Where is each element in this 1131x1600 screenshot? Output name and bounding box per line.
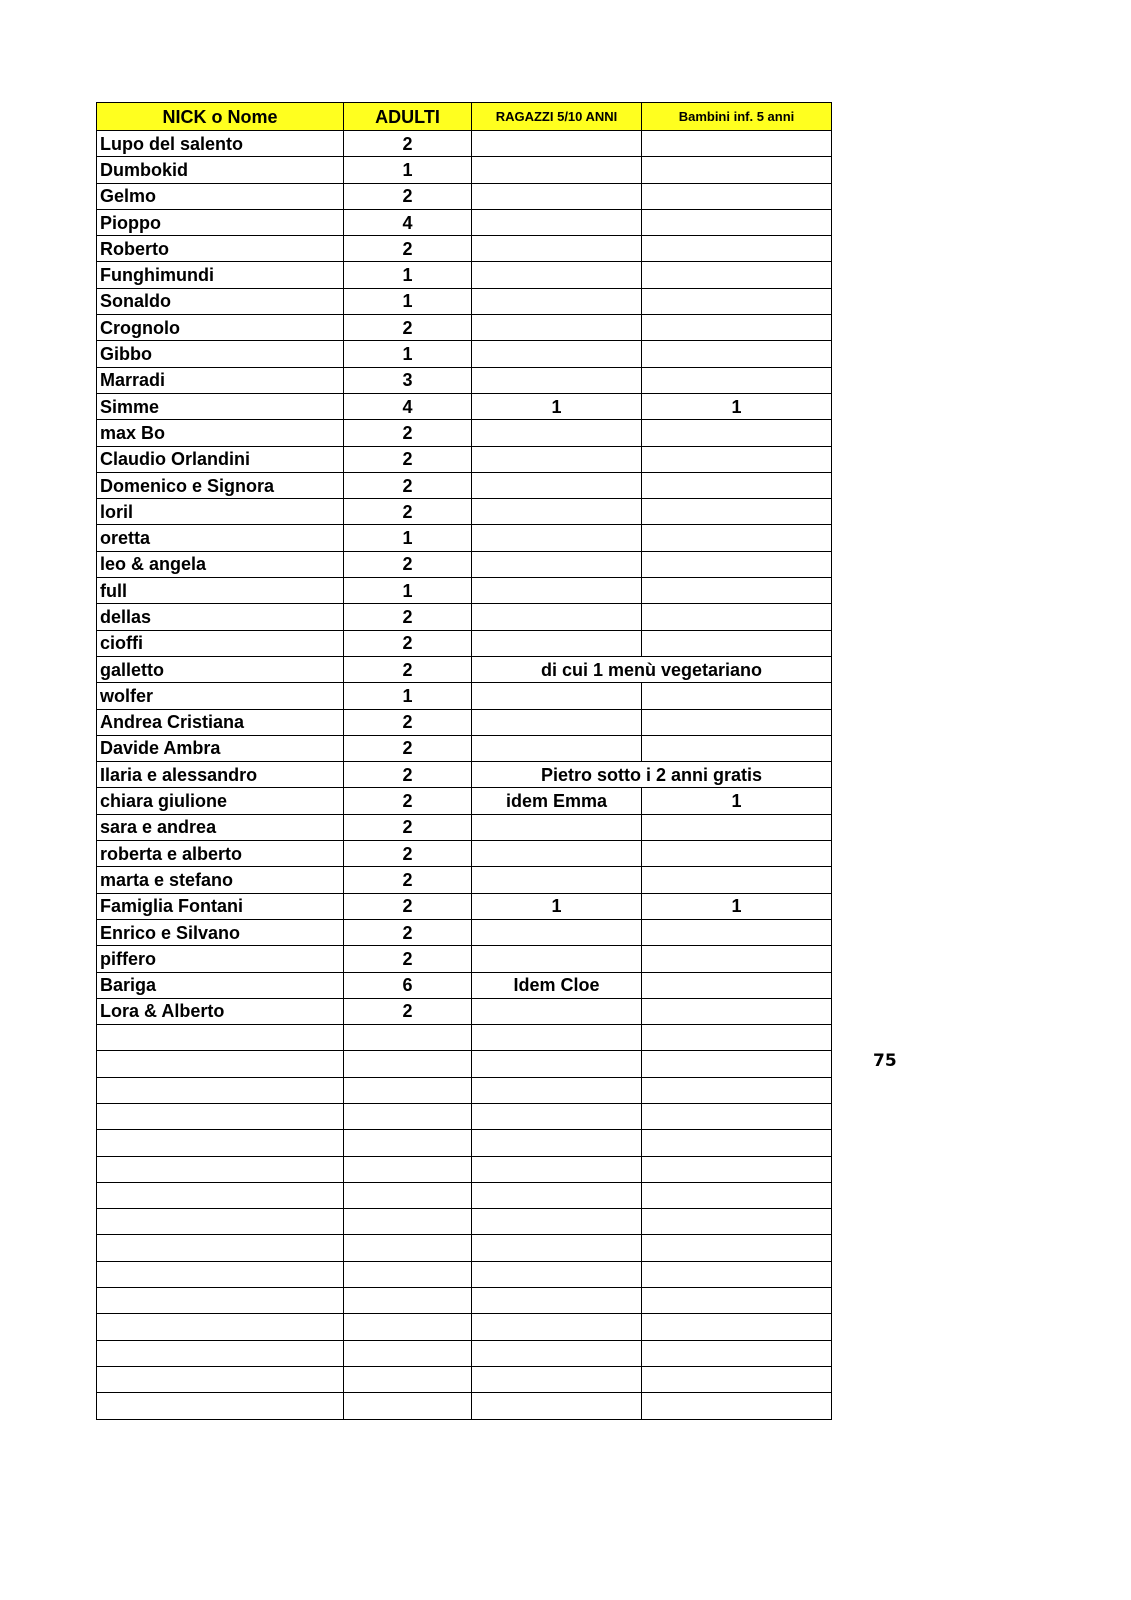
cell-ragazzi	[472, 1288, 642, 1314]
cell-name: oretta	[97, 525, 344, 551]
cell-name: Sonaldo	[97, 288, 344, 314]
cell-adulti: 2	[344, 630, 472, 656]
cell-name	[97, 1077, 344, 1103]
cell-bambini	[642, 262, 832, 288]
cell-bambini	[642, 1051, 832, 1077]
cell-name	[97, 1130, 344, 1156]
cell-ragazzi: 1	[472, 893, 642, 919]
cell-adulti: 2	[344, 814, 472, 840]
cell-name: Funghimundi	[97, 262, 344, 288]
cell-adulti: 2	[344, 841, 472, 867]
cell-name: dellas	[97, 604, 344, 630]
cell-adulti	[344, 1209, 472, 1235]
cell-bambini	[642, 183, 832, 209]
cell-bambini	[642, 157, 832, 183]
table-row	[97, 341, 832, 367]
cell-adulti: 1	[344, 683, 472, 709]
table-row	[97, 919, 832, 945]
cell-bambini	[642, 472, 832, 498]
header-row	[97, 103, 832, 131]
cell-ragazzi	[472, 1077, 642, 1103]
table-row	[97, 157, 832, 183]
cell-name	[97, 1156, 344, 1182]
cell-adulti: 2	[344, 867, 472, 893]
cell-adulti: 2	[344, 762, 472, 788]
table-row	[97, 841, 832, 867]
cell-adulti: 2	[344, 499, 472, 525]
cell-bambini	[642, 867, 832, 893]
cell-name	[97, 1340, 344, 1366]
cell-name: sara e andrea	[97, 814, 344, 840]
cell-bambini	[642, 1209, 832, 1235]
cell-adulti	[344, 1261, 472, 1287]
table-row	[97, 788, 832, 814]
cell-ragazzi	[472, 919, 642, 945]
cell-ragazzi	[472, 1103, 642, 1129]
cell-ragazzi	[472, 525, 642, 551]
table-row	[97, 1051, 832, 1077]
cell-note: Pietro sotto i 2 anni gratis	[472, 762, 832, 788]
cell-ragazzi	[472, 1366, 642, 1392]
cell-bambini	[642, 1182, 832, 1208]
table-row	[97, 709, 832, 735]
cell-bambini	[642, 683, 832, 709]
cell-name: Simme	[97, 393, 344, 419]
table-row	[97, 288, 832, 314]
cell-bambini	[642, 341, 832, 367]
cell-adulti	[344, 1366, 472, 1392]
cell-name	[97, 1393, 344, 1419]
cell-ragazzi	[472, 315, 642, 341]
cell-bambini	[642, 209, 832, 235]
cell-adulti: 2	[344, 998, 472, 1024]
cell-bambini	[642, 919, 832, 945]
table-row	[97, 578, 832, 604]
cell-bambini	[642, 998, 832, 1024]
cell-bambini	[642, 525, 832, 551]
table-row	[97, 1077, 832, 1103]
table-body	[97, 131, 832, 1420]
cell-adulti	[344, 1288, 472, 1314]
cell-name: piffero	[97, 946, 344, 972]
cell-ragazzi	[472, 157, 642, 183]
table-row	[97, 446, 832, 472]
cell-ragazzi	[472, 1130, 642, 1156]
cell-ragazzi	[472, 499, 642, 525]
cell-ragazzi	[472, 1235, 642, 1261]
table-row	[97, 367, 832, 393]
cell-adulti: 2	[344, 919, 472, 945]
cell-adulti: 4	[344, 209, 472, 235]
cell-ragazzi	[472, 209, 642, 235]
cell-bambini	[642, 499, 832, 525]
header-bambini: Bambini inf. 5 anni	[642, 103, 832, 131]
cell-name: Marradi	[97, 367, 344, 393]
cell-bambini: 1	[642, 393, 832, 419]
cell-ragazzi	[472, 1156, 642, 1182]
cell-bambini	[642, 1103, 832, 1129]
cell-ragazzi	[472, 578, 642, 604]
table-row	[97, 262, 832, 288]
cell-name: roberta e alberto	[97, 841, 344, 867]
cell-adulti: 2	[344, 604, 472, 630]
cell-adulti: 2	[344, 420, 472, 446]
cell-name	[97, 1051, 344, 1077]
table-row	[97, 1156, 832, 1182]
cell-bambini	[642, 604, 832, 630]
cell-ragazzi	[472, 262, 642, 288]
cell-ragazzi	[472, 341, 642, 367]
table-row	[97, 525, 832, 551]
cell-name: max Bo	[97, 420, 344, 446]
table-row	[97, 551, 832, 577]
table-row	[97, 814, 832, 840]
table-row	[97, 1209, 832, 1235]
cell-name: Famiglia Fontani	[97, 893, 344, 919]
table-row	[97, 499, 832, 525]
cell-adulti	[344, 1182, 472, 1208]
table-row	[97, 1261, 832, 1287]
cell-adulti	[344, 1314, 472, 1340]
cell-adulti: 6	[344, 972, 472, 998]
cell-ragazzi	[472, 946, 642, 972]
table-row	[97, 1288, 832, 1314]
cell-adulti: 1	[344, 525, 472, 551]
cell-name: full	[97, 578, 344, 604]
header-name: NICK o Nome	[97, 103, 344, 131]
cell-adulti	[344, 1235, 472, 1261]
cell-bambini	[642, 367, 832, 393]
cell-bambini	[642, 420, 832, 446]
table-row	[97, 393, 832, 419]
cell-bambini	[642, 551, 832, 577]
cell-bambini	[642, 315, 832, 341]
cell-ragazzi	[472, 183, 642, 209]
cell-ragazzi	[472, 131, 642, 157]
cell-ragazzi	[472, 1393, 642, 1419]
cell-bambini	[642, 1235, 832, 1261]
cell-ragazzi	[472, 709, 642, 735]
cell-adulti	[344, 1103, 472, 1129]
cell-name	[97, 1209, 344, 1235]
cell-ragazzi: 1	[472, 393, 642, 419]
cell-ragazzi	[472, 367, 642, 393]
cell-bambini	[642, 1393, 832, 1419]
cell-name: Pioppo	[97, 209, 344, 235]
cell-adulti: 2	[344, 735, 472, 761]
cell-name: marta e stefano	[97, 867, 344, 893]
cell-ragazzi	[472, 683, 642, 709]
cell-name: chiara giulione	[97, 788, 344, 814]
cell-name: Claudio Orlandini	[97, 446, 344, 472]
table-row	[97, 236, 832, 262]
table-row	[97, 946, 832, 972]
cell-ragazzi	[472, 630, 642, 656]
cell-ragazzi	[472, 551, 642, 577]
cell-bambini	[642, 1366, 832, 1392]
header-adulti: ADULTI	[344, 103, 472, 131]
cell-bambini	[642, 1261, 832, 1287]
cell-name	[97, 1025, 344, 1051]
table-row	[97, 683, 832, 709]
cell-adulti: 2	[344, 183, 472, 209]
cell-name: Lupo del salento	[97, 131, 344, 157]
cell-ragazzi	[472, 1209, 642, 1235]
table-row	[97, 1182, 832, 1208]
cell-ragazzi	[472, 735, 642, 761]
cell-adulti: 1	[344, 288, 472, 314]
cell-ragazzi	[472, 446, 642, 472]
cell-name	[97, 1261, 344, 1287]
cell-bambini	[642, 578, 832, 604]
cell-ragazzi: idem Emma	[472, 788, 642, 814]
cell-ragazzi	[472, 1261, 642, 1287]
cell-adulti	[344, 1393, 472, 1419]
cell-bambini	[642, 446, 832, 472]
table-row	[97, 1130, 832, 1156]
cell-name	[97, 1235, 344, 1261]
cell-bambini	[642, 288, 832, 314]
cell-ragazzi	[472, 867, 642, 893]
table-row	[97, 867, 832, 893]
cell-ragazzi	[472, 420, 642, 446]
cell-bambini: 1	[642, 788, 832, 814]
table-header	[97, 103, 832, 131]
cell-ragazzi	[472, 1051, 642, 1077]
cell-bambini	[642, 814, 832, 840]
cell-name: Roberto	[97, 236, 344, 262]
cell-adulti: 1	[344, 578, 472, 604]
cell-name: wolfer	[97, 683, 344, 709]
cell-ragazzi	[472, 841, 642, 867]
cell-ragazzi: Idem Cloe	[472, 972, 642, 998]
cell-adulti	[344, 1051, 472, 1077]
cell-adulti	[344, 1130, 472, 1156]
table-row	[97, 604, 832, 630]
cell-name: Davide Ambra	[97, 735, 344, 761]
cell-adulti: 2	[344, 236, 472, 262]
table-row	[97, 1340, 832, 1366]
table-row	[97, 472, 832, 498]
table-row	[97, 1314, 832, 1340]
cell-bambini	[642, 1077, 832, 1103]
table-row	[97, 1366, 832, 1392]
cell-bambini	[642, 1130, 832, 1156]
table-row	[97, 1235, 832, 1261]
cell-adulti: 2	[344, 446, 472, 472]
cell-ragazzi	[472, 1182, 642, 1208]
cell-bambini	[642, 1025, 832, 1051]
cell-ragazzi	[472, 472, 642, 498]
cell-bambini	[642, 735, 832, 761]
cell-adulti: 1	[344, 157, 472, 183]
cell-ragazzi	[472, 236, 642, 262]
cell-note: di cui 1 menù vegetariano	[472, 656, 832, 682]
cell-name: Gelmo	[97, 183, 344, 209]
cell-bambini	[642, 1314, 832, 1340]
cell-name: galletto	[97, 656, 344, 682]
cell-bambini	[642, 236, 832, 262]
table-row	[97, 1393, 832, 1419]
table-row	[97, 420, 832, 446]
cell-adulti	[344, 1025, 472, 1051]
cell-name: loril	[97, 499, 344, 525]
cell-name: Ilaria e alessandro	[97, 762, 344, 788]
cell-name: Lora & Alberto	[97, 998, 344, 1024]
cell-ragazzi	[472, 814, 642, 840]
cell-adulti: 2	[344, 131, 472, 157]
cell-ragazzi	[472, 998, 642, 1024]
total-count: 75	[873, 1051, 897, 1071]
cell-name: Andrea Cristiana	[97, 709, 344, 735]
cell-adulti: 2	[344, 472, 472, 498]
table-row	[97, 315, 832, 341]
cell-name	[97, 1182, 344, 1208]
cell-adulti: 2	[344, 315, 472, 341]
cell-adulti: 2	[344, 551, 472, 577]
table-row	[97, 183, 832, 209]
cell-ragazzi	[472, 1314, 642, 1340]
cell-name	[97, 1314, 344, 1340]
cell-name: Bariga	[97, 972, 344, 998]
participants-table	[96, 102, 832, 1420]
cell-adulti: 2	[344, 946, 472, 972]
table-row	[97, 209, 832, 235]
table-row	[97, 762, 832, 788]
table-row	[97, 735, 832, 761]
cell-bambini: 1	[642, 893, 832, 919]
cell-adulti: 1	[344, 262, 472, 288]
cell-ragazzi	[472, 604, 642, 630]
header-ragazzi: RAGAZZI 5/10 ANNI	[472, 103, 642, 131]
cell-bambini	[642, 709, 832, 735]
cell-name	[97, 1103, 344, 1129]
cell-bambini	[642, 972, 832, 998]
table-row	[97, 893, 832, 919]
cell-adulti: 2	[344, 709, 472, 735]
cell-name: Dumbokid	[97, 157, 344, 183]
cell-ragazzi	[472, 288, 642, 314]
cell-name: Crognolo	[97, 315, 344, 341]
cell-adulti	[344, 1077, 472, 1103]
cell-name: Enrico e Silvano	[97, 919, 344, 945]
table-row	[97, 656, 832, 682]
cell-name	[97, 1288, 344, 1314]
cell-name: Domenico e Signora	[97, 472, 344, 498]
table-row	[97, 998, 832, 1024]
cell-ragazzi	[472, 1025, 642, 1051]
table-row	[97, 131, 832, 157]
cell-bambini	[642, 1340, 832, 1366]
cell-adulti: 4	[344, 393, 472, 419]
cell-adulti	[344, 1340, 472, 1366]
cell-adulti: 2	[344, 788, 472, 814]
cell-name: leo & angela	[97, 551, 344, 577]
table-row	[97, 972, 832, 998]
cell-adulti: 2	[344, 656, 472, 682]
table-row	[97, 630, 832, 656]
cell-name	[97, 1366, 344, 1392]
cell-ragazzi	[472, 1340, 642, 1366]
cell-bambini	[642, 946, 832, 972]
cell-name: cioffi	[97, 630, 344, 656]
cell-bambini	[642, 841, 832, 867]
cell-bambini	[642, 630, 832, 656]
cell-bambini	[642, 1156, 832, 1182]
table-row	[97, 1103, 832, 1129]
cell-adulti: 2	[344, 893, 472, 919]
cell-adulti	[344, 1156, 472, 1182]
cell-adulti: 1	[344, 341, 472, 367]
table-row	[97, 1025, 832, 1051]
cell-name: Gibbo	[97, 341, 344, 367]
cell-adulti: 3	[344, 367, 472, 393]
cell-bambini	[642, 1288, 832, 1314]
cell-bambini	[642, 131, 832, 157]
